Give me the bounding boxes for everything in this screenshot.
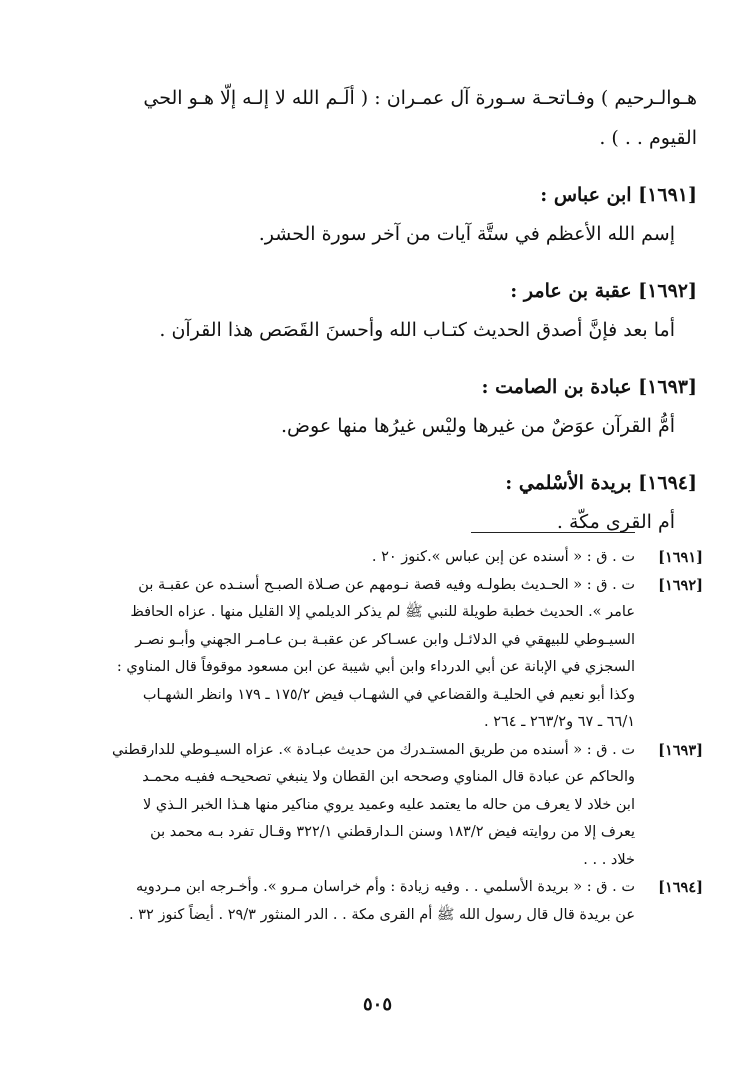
entry-text: إسم الله الأعظم في ستَّة آيات من آخر سورة الحشر.	[258, 223, 675, 245]
hadith-entry	[75, 272, 697, 350]
footnotes	[92, 544, 703, 929]
footnote-line: عن بريدة قال قال رسول الله ﷺ أم القرى مكة . . الدر المنثور ٢٩/٣ . أيضاً كنوز ٣٢ .	[129, 906, 635, 923]
footnote-line: يعرف إلا من روايته فيض ١٨٣/٢ وسنن الـدارقطني ٣٢٢/١ وقـال تفرد بـه محمد بن	[150, 824, 635, 840]
entry-heading: [١٦٩٤] بريدة الأسْلمي :	[505, 472, 697, 494]
page-number: ٥٠٥	[362, 994, 392, 1015]
hadith-entry	[75, 464, 697, 542]
footnote-line: ت . ق : « أسنده عن إبن عباس ».كنوز ٢٠ .	[371, 549, 635, 565]
footnote-divider	[471, 532, 635, 533]
entry-text: أما بعد فإنَّ أصدق الحديث كتـاب الله وأحسنَ القَصَص هذا القرآن .	[159, 319, 675, 341]
footnote-line: السيـوطي للبيهقي في الدلائـل وابن عسـاكر عن عقبـة بـن عـامـر الجهني وأبـو نصـر	[135, 631, 635, 648]
footnote-number: [١٦٩١]	[658, 549, 703, 566]
entry-heading: [١٦٩١] ابن عباس :	[540, 184, 697, 206]
footnote-line: عامر ». الحديث خطبة طويلة للنبي ﷺ لم يذكر الديلمي إلا القليل منها . عزاه الحافظ	[130, 604, 635, 620]
hadith-entry	[75, 176, 697, 254]
footnote	[92, 544, 703, 572]
footnote-number: [١٦٩٤]	[658, 879, 703, 896]
entry-heading: [١٦٩٢] عقبة بن عامر :	[510, 280, 697, 302]
text-line: القيوم . . ) .	[599, 127, 697, 149]
main-text	[75, 78, 697, 542]
footnote	[92, 737, 703, 875]
entry-text: أم القرى مكّة .	[556, 511, 675, 533]
footnote-line: وكذا أبو نعيم في الحليـة والقضاعي في الشهـاب فيض ١٧٥/٢ ـ ١٧٩ وانظر الشهـاب	[142, 686, 635, 703]
text-line: هـوالـرحيم ) وفـاتحـة سـورة آل عمـران : ( ألَـم الله لا إلـه إلّا هـو الحي	[143, 87, 697, 109]
footnote-line: ت . ق : « أسنده من طريق المستـدرك من حديث عبـادة ». عزاه السيـوطي للدارقطني	[111, 741, 635, 758]
footnote-number: [١٦٩٢]	[658, 576, 703, 594]
footnote-line: ٦٦/١ ـ ٦٧ و٢٦٣/٢ ـ ٢٦٤ .	[483, 714, 635, 730]
footnote	[92, 874, 703, 929]
footnote-line: ابن خلاد لا يعرف من حاله ما يعتمد عليه وعميد يروي مناكير منها هـذا الخبر الـذي لا	[143, 796, 635, 813]
footnote-line: ت . ق : « بريدة الأسلمي . . وفيه زيادة : وأم خراسان مـرو ». وأخـرجه ابن مـردويه	[135, 879, 635, 895]
footnote-number: [١٦٩٣]	[658, 741, 703, 759]
footnote-line: والحاكم عن عبادة قال المناوي وصححه ابن القطان ولا ينبغي تصحيحـه ففيـه محمـد	[142, 769, 635, 785]
footnote	[92, 572, 703, 737]
footnote-line: خلاد . . .	[583, 851, 635, 868]
entry-text: أمُّ القرآن عوَضٌ من غيرها وليْس غيرُها منها عوض.	[281, 415, 675, 437]
footnote-line: السجزي في الإبانة عن أبي الدرداء وابن أبي شيبة عن ابن مسعود موقوفاً قال المناوي :	[116, 659, 635, 675]
opening-paragraph	[75, 78, 697, 158]
entry-heading: [١٦٩٣] عبادة بن الصامت :	[481, 376, 697, 398]
hadith-entry	[75, 368, 697, 446]
footnote-line: ت . ق : « الحـديث بطولـه وفيه قصة نـومهم عن صـلاة الصبـح أسنـده عن عقبـة بن	[138, 576, 635, 593]
